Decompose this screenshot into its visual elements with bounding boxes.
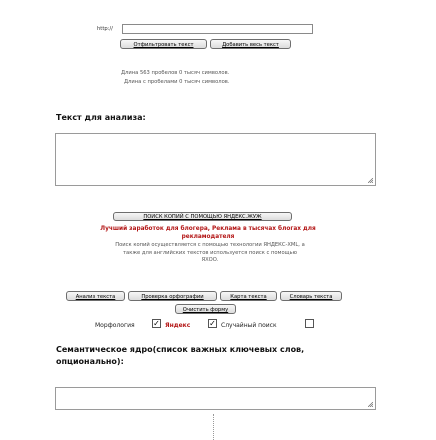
promo-line2[interactable]: рекламодателя (181, 234, 235, 240)
promo-line1[interactable]: Лучший заработок для блогера, Реклама в тысячах блогах для (100, 226, 316, 232)
yandex-checkbox[interactable] (208, 319, 217, 328)
filter-text-button[interactable]: Отфильтровать текст (120, 39, 207, 49)
morphology-label: Морфология (95, 322, 135, 329)
random-search-checkbox[interactable] (305, 319, 314, 328)
morphology-checkbox[interactable] (152, 319, 161, 328)
length-stats-line1: Длина 563 пробелов 0 тысяч символов. (121, 70, 230, 76)
search-note-line2: также для английских текстов используется поиск с помощью (123, 249, 297, 256)
spell-check-button[interactable]: Проверка орфографии (128, 291, 217, 301)
checkmark-icon: ✓ (153, 319, 160, 328)
column-separator (213, 414, 214, 440)
url-input[interactable] (122, 24, 313, 34)
semantic-title (56, 344, 304, 368)
analysis-textarea[interactable] (55, 133, 376, 186)
add-all-text-button[interactable]: Добавить весь текст (210, 39, 291, 49)
resize-grip-icon[interactable] (368, 402, 373, 407)
text-map-button[interactable]: Карта текста (220, 291, 277, 301)
checkmark-icon: ✓ (209, 319, 216, 328)
analysis-title: Текст для анализа: (56, 113, 146, 122)
length-stats-line2: Длина с пробелами 0 тысяч символов. (124, 79, 230, 85)
analyze-text-button[interactable]: Анализ текста (66, 291, 125, 301)
semantic-textarea[interactable] (55, 387, 376, 410)
search-note (60, 242, 360, 265)
search-copies-yandex-button[interactable]: ПОИСК КОПИЙ С ПОМОЩЬЮ ЯНДЕКС.ЖУЖ (113, 212, 292, 221)
semantic-title-line2: опционально): (56, 357, 124, 366)
text-dictionary-button[interactable]: Словарь текста (280, 291, 342, 301)
url-label: http:// (97, 26, 113, 32)
semantic-title-line1: Семантическое ядро(список важных ключевых слов, (56, 345, 305, 354)
promo-link[interactable] (55, 225, 361, 241)
random-search-label: Случайный поиск (221, 322, 277, 329)
resize-grip-icon[interactable] (368, 178, 373, 183)
clear-form-button[interactable]: Очистить форму (175, 304, 236, 314)
search-note-line1: Поиск копий осуществляется с помощью технологии ЯНДЕКС-XML, а (115, 242, 305, 248)
yandex-label: Яндекс (165, 322, 191, 329)
search-note-line3: ЯХОО. (201, 257, 219, 263)
